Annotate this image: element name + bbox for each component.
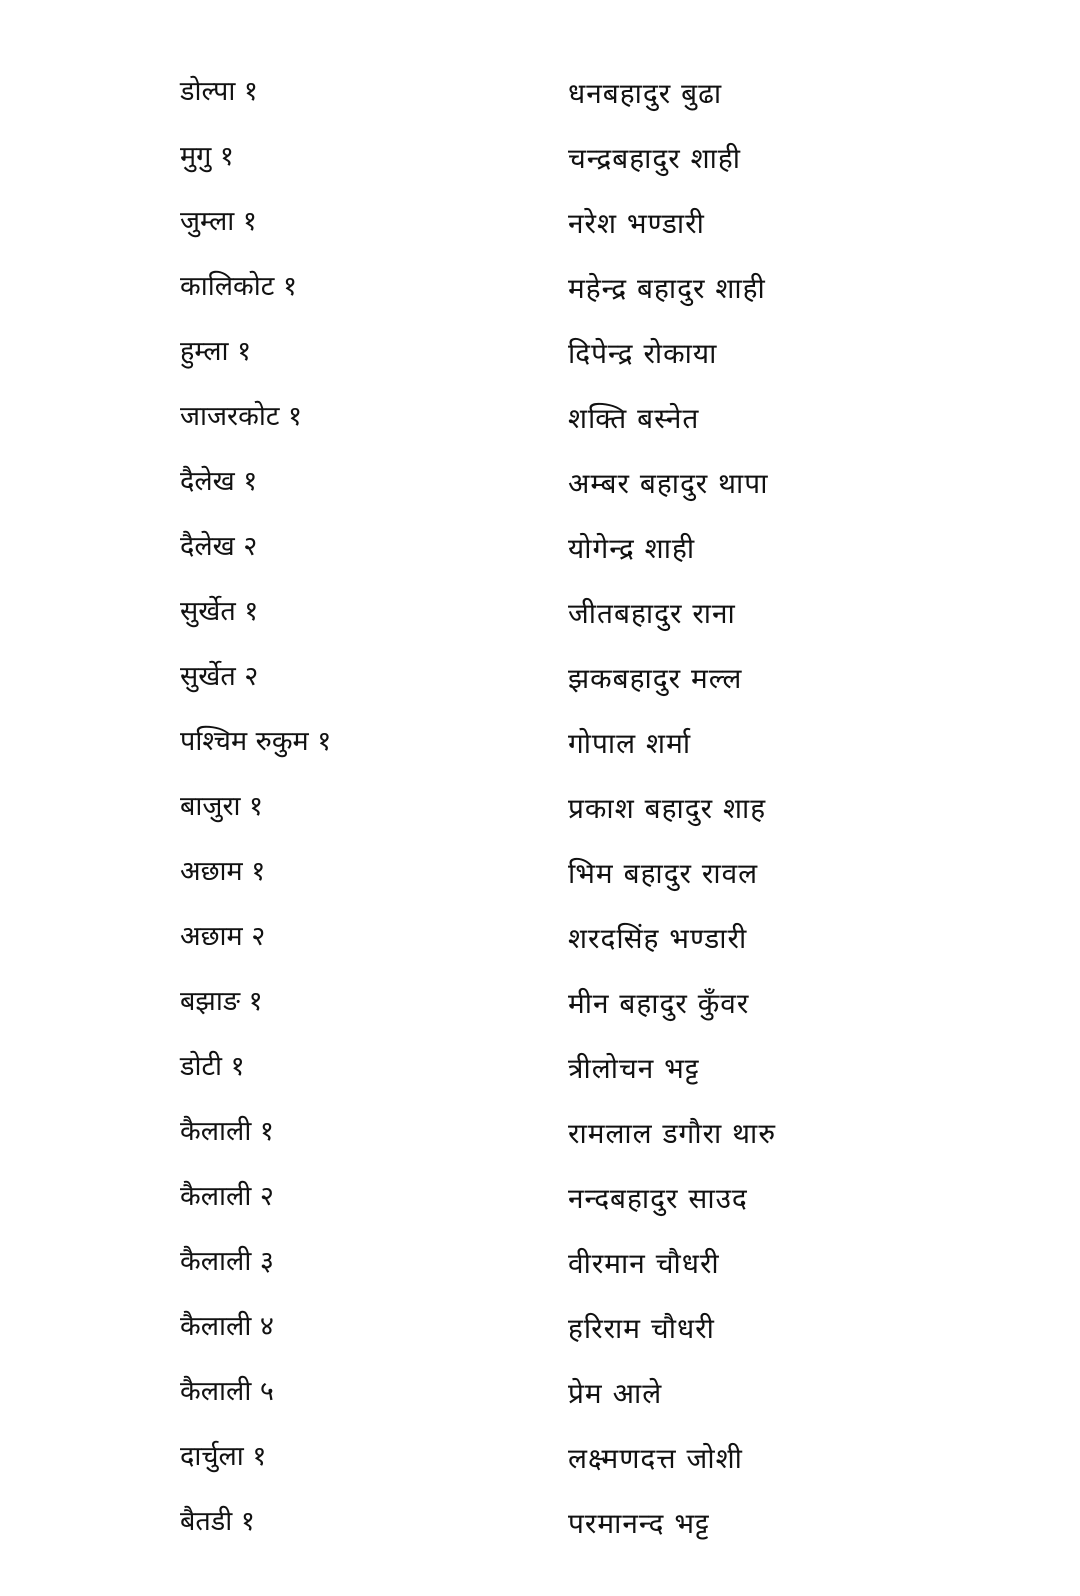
candidate-name: वीरमान चौधरी	[568, 1247, 720, 1280]
list-item	[0, 1299, 1080, 1364]
list-item	[0, 1494, 1080, 1559]
constituency-name: कैलाली ३	[180, 1246, 274, 1277]
candidate-name: लक्ष्मणदत्त जोशी	[568, 1442, 743, 1475]
constituency-name: अछाम २	[180, 921, 266, 952]
candidate-name: शक्ति बस्नेत	[568, 402, 700, 435]
list-item	[0, 779, 1080, 844]
constituency-name: मुगु १	[180, 141, 234, 172]
list-item	[0, 649, 1080, 714]
list-item	[0, 1234, 1080, 1299]
candidate-name: झकबहादुर मल्ल	[568, 662, 743, 695]
candidate-list	[0, 64, 1080, 1559]
candidate-name: रामलाल डगौरा थारु	[568, 1117, 777, 1150]
list-item	[0, 259, 1080, 324]
list-item	[0, 584, 1080, 649]
constituency-name: सुर्खेत २	[180, 661, 259, 692]
list-item	[0, 129, 1080, 194]
candidate-name: महेन्द्र बहादुर शाही	[568, 272, 766, 305]
list-item	[0, 1039, 1080, 1104]
candidate-name: जीतबहादुर राना	[568, 597, 736, 630]
constituency-name: डोटी १	[180, 1051, 245, 1082]
candidate-name: गोपाल शर्मा	[568, 727, 692, 760]
list-item	[0, 64, 1080, 129]
candidate-name: शरदसिंह भण्डारी	[568, 922, 748, 955]
candidate-name: हरिराम चौधरी	[568, 1312, 715, 1345]
list-item	[0, 1104, 1080, 1169]
list-item	[0, 1169, 1080, 1234]
constituency-name: अछाम १	[180, 856, 266, 887]
candidate-name: योगेन्द्र शाही	[568, 532, 696, 565]
candidate-name: परमानन्द भट्ट	[568, 1507, 710, 1540]
candidate-name: चन्द्रबहादुर शाही	[568, 142, 742, 175]
constituency-name: बाजुरा १	[180, 791, 264, 822]
constituency-name: कैलाली ५	[180, 1376, 274, 1407]
list-item	[0, 1364, 1080, 1429]
candidate-name: भिम बहादुर रावल	[568, 857, 759, 890]
candidate-name: नरेश भण्डारी	[568, 207, 705, 240]
constituency-name: डोल्पा १	[180, 76, 258, 107]
constituency-name: बैतडी १	[180, 1506, 255, 1537]
list-item	[0, 389, 1080, 454]
constituency-name: दैलेख २	[180, 531, 258, 562]
candidate-name: नन्दबहादुर साउद	[568, 1182, 748, 1215]
candidate-name: प्रेम आले	[568, 1377, 663, 1410]
candidate-name: प्रकाश बहादुर शाह	[568, 792, 767, 825]
list-item	[0, 1429, 1080, 1494]
constituency-name: सुर्खेत १	[180, 596, 259, 627]
candidate-name: धनबहादुर बुढा	[568, 77, 723, 110]
constituency-name: बझाङ १	[180, 986, 263, 1017]
constituency-name: जुम्ला १	[180, 206, 257, 237]
constituency-name: जाजरकोट १	[180, 401, 303, 432]
candidate-name: त्रीलोचन भट्ट	[568, 1052, 700, 1085]
constituency-name: पश्चिम रुकुम १	[180, 726, 332, 757]
list-item	[0, 454, 1080, 519]
list-item	[0, 714, 1080, 779]
candidate-name: मीन बहादुर कुँवर	[568, 987, 750, 1020]
constituency-name: कैलाली १	[180, 1116, 274, 1147]
candidate-name: अम्बर बहादुर थापा	[568, 467, 769, 500]
constituency-name: कैलाली २	[180, 1181, 274, 1212]
list-item	[0, 909, 1080, 974]
list-item	[0, 844, 1080, 909]
candidate-name: दिपेन्द्र रोकाया	[568, 337, 718, 370]
list-item	[0, 194, 1080, 259]
constituency-name: दैलेख १	[180, 466, 258, 497]
list-item	[0, 519, 1080, 584]
constituency-name: हुम्ला १	[180, 336, 252, 367]
constituency-name: कैलाली ४	[180, 1311, 274, 1342]
constituency-name: दार्चुला १	[180, 1441, 267, 1472]
list-item	[0, 974, 1080, 1039]
constituency-name: कालिकोट १	[180, 271, 297, 302]
list-item	[0, 324, 1080, 389]
